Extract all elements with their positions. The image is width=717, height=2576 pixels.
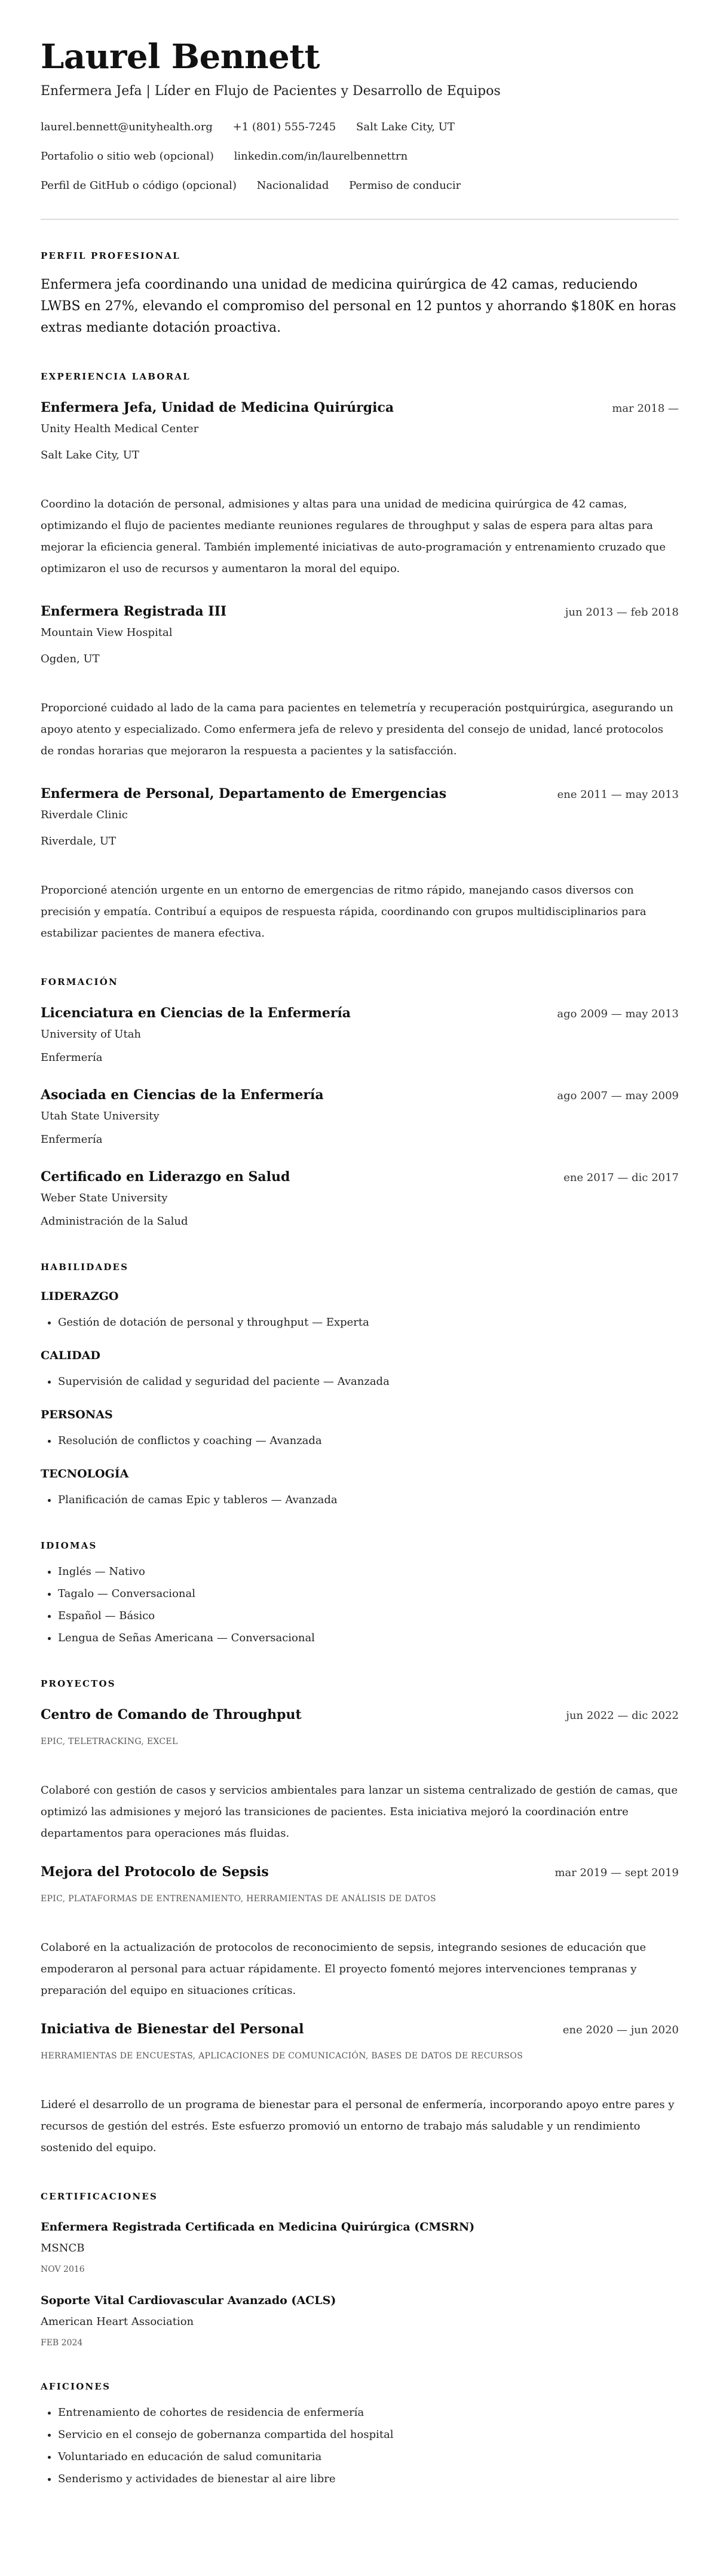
skill-list	[41, 1492, 679, 1508]
job-location: Riverdale, UT	[41, 835, 117, 848]
summary-text: Enfermera jefa coordinando una unidad de medicina quirúrgica de 42 camas, reduciendo LWBS en 27%, elevando el compromiso del personal en 12 puntos y ahorrando $180K en horas extras mediante dotación proactiva.	[41, 277, 676, 335]
project-description: Colaboré en la actualización de protocolos de reconocimiento de sepsis, integrando sesiones de educación que empoderaron al personal para actuar rápidamente. El proyecto fomentó mejores intervenciones tempranas y preparación del equipo en situaciones críticas.	[41, 1941, 646, 1997]
job-entry	[41, 785, 679, 944]
date-range: ene 2011 — may 2013	[557, 788, 679, 801]
project-entry	[41, 2021, 679, 2159]
certification-date: FEB 2024	[41, 2338, 83, 2348]
school: University of Utah	[41, 1028, 142, 1041]
hobbies-section	[41, 2381, 679, 2487]
field-of-study: Administración de la Salud	[41, 1215, 188, 1228]
drivers-license: Permiso de conducir	[349, 179, 461, 192]
section-title: PROYECTOS	[41, 1678, 116, 1689]
date-range: ene 2017 — dic 2017	[563, 1171, 679, 1184]
entry-header	[41, 399, 679, 417]
skills-section	[41, 1261, 679, 1508]
job-entry	[41, 399, 679, 580]
project-tech: HERRAMIENTAS DE ENCUESTAS, APLICACIONES DE COMUNICACIÓN, BASES DE DATOS DE RECURSOS	[41, 2051, 523, 2061]
contact-row	[41, 178, 679, 194]
project-entry	[41, 1864, 679, 2002]
nationality: Nacionalidad	[256, 179, 329, 192]
skill-item: • Supervisión de calidad y seguridad del paciente — Avanzada	[58, 1374, 679, 1390]
job-title: Enfermera de Personal, Departamento de Emergencias	[41, 786, 447, 801]
candidate-name: Laurel Bennett	[41, 37, 320, 77]
job-description: Proporcioné atención urgente en un entorno de emergencias de ritmo rápido, manejando casos diversos con precisión y empatía. Contribuí a equipos de respuesta rápida, coordinando con grupos multidisciplinarios para estabilizar pacientes de manera efectiva.	[41, 884, 646, 940]
languages-list	[41, 1564, 679, 1646]
entry-header	[41, 1706, 679, 1724]
hobby-item: • Entrenamiento de cohortes de residencia de enfermería	[58, 2405, 679, 2421]
date-range: mar 2018 —	[612, 402, 679, 415]
resume-page	[0, 38, 717, 2511]
headline: Enfermera Jefa | Líder en Flujo de Pacientes y Desarrollo de Equipos	[41, 84, 501, 99]
linkedin-link[interactable]: linkedin.com/in/laurelbennettrn	[234, 150, 408, 163]
degree-title: Licenciatura en Ciencias de la Enfermería	[41, 1005, 351, 1021]
language-item: • Español — Básico	[58, 1608, 679, 1624]
date-range: jun 2013 — feb 2018	[565, 606, 679, 619]
date-range: ago 2007 — may 2009	[557, 1090, 679, 1102]
entry-header	[41, 2021, 679, 2038]
section-title: FORMACIÓN	[41, 977, 118, 987]
job-location: Salt Lake City, UT	[41, 449, 139, 461]
certification-issuer: American Heart Association	[41, 2315, 194, 2328]
project-title: Centro de Comando de Throughput	[41, 1707, 302, 1723]
project-tech: EPIC, TELETRACKING, EXCEL	[41, 1737, 178, 1746]
date-range: jun 2022 — dic 2022	[566, 1709, 679, 1722]
certification-issuer: MSNCB	[41, 2242, 85, 2254]
section-title: AFICIONES	[41, 2381, 111, 2392]
language-item: • Inglés — Nativo	[58, 1564, 679, 1580]
degree-title: Certificado en Liderazgo en Salud	[41, 1169, 290, 1185]
section-title: CERTIFICACIONES	[41, 2191, 158, 2202]
entry-header	[41, 603, 679, 620]
company: Mountain View Hospital	[41, 626, 173, 639]
skill-list	[41, 1374, 679, 1390]
project-description: Colaboré con gestión de casos y servicios ambientales para lanzar un sistema centralizado de gestión de camas, que optimizó las admisiones y mejoró las transiciones de pacientes. Esta iniciativa mejoró la coordinación entre departamentos para operaciones más fluidas.	[41, 1784, 678, 1840]
job-entry	[41, 603, 679, 762]
summary-section	[41, 250, 679, 339]
project-entry	[41, 1706, 679, 1844]
project-title: Iniciativa de Bienestar del Personal	[41, 2021, 304, 2037]
entry-header	[41, 1005, 679, 1022]
certification-date: NOV 2016	[41, 2265, 85, 2274]
skill-category: PERSONAS	[41, 1408, 113, 1421]
certifications-section	[41, 2190, 679, 2349]
hobby-item: • Senderismo y actividades de bienestar al aire libre	[58, 2471, 679, 2487]
section-title: PERFIL PROFESIONAL	[41, 250, 180, 261]
skill-item: • Gestión de dotación de personal y throughput — Experta	[58, 1315, 679, 1330]
hobby-item: • Voluntariado en educación de salud comunitaria	[58, 2449, 679, 2465]
job-title: Enfermera Jefa, Unidad de Medicina Quirúrgica	[41, 400, 394, 415]
email-link[interactable]: laurel.bennett@unityhealth.org	[41, 121, 213, 133]
resume-header	[41, 38, 679, 194]
job-location: Ogden, UT	[41, 653, 100, 665]
language-item: • Tagalo — Conversacional	[58, 1586, 679, 1602]
education-entry	[41, 1087, 679, 1148]
certification-name: Soporte Vital Cardiovascular Avanzado (ACLS)	[41, 2294, 336, 2307]
job-description: Proporcioné cuidado al lado de la cama para pacientes en telemetría y recuperación postquirúrgica, asegurando un apoyo atento y especializado. Como enfermera jefa de relevo y presidenta del consejo de unidad, lancé protocolos de rondas horarias que mejoraron la respuesta a pacientes y la satisfacción.	[41, 702, 673, 757]
entry-header	[41, 1168, 679, 1186]
languages-section	[41, 1540, 679, 1646]
skill-item: • Planificación de camas Epic y tableros — Avanzada	[58, 1492, 679, 1508]
experience-section	[41, 371, 679, 944]
job-title: Enfermera Registrada III	[41, 604, 227, 619]
skill-category: LIDERAZGO	[41, 1290, 119, 1303]
project-tech: EPIC, PLATAFORMAS DE ENTRENAMIENTO, HERRAMIENTAS DE ANÁLISIS DE DATOS	[41, 1894, 436, 1904]
hobby-item: • Servicio en el consejo de gobernanza compartida del hospital	[58, 2427, 679, 2443]
education-entry	[41, 1005, 679, 1066]
contact-row	[41, 120, 679, 135]
date-range: ene 2020 — jun 2020	[562, 2024, 679, 2036]
entry-header	[41, 1087, 679, 1104]
skill-list	[41, 1315, 679, 1330]
project-title: Mejora del Protocolo de Sepsis	[41, 1864, 269, 1880]
entry-header	[41, 785, 679, 803]
date-range: mar 2019 — sept 2019	[554, 1867, 679, 1879]
contact-row	[41, 149, 679, 164]
certification-entry	[41, 2293, 679, 2349]
section-title: IDIOMAS	[41, 1540, 97, 1551]
projects-section	[41, 1678, 679, 2159]
portfolio-link[interactable]: Portafolio o sitio web (opcional)	[41, 150, 214, 163]
certification-entry	[41, 2220, 679, 2275]
divider	[41, 219, 679, 220]
entry-header	[41, 1864, 679, 1881]
project-description: Lideré el desarrollo de un programa de bienestar para el personal de enfermería, incorporando apoyo entre pares y recursos de gestión del estrés. Este esfuerzo promovió un entorno de trabajo más saludable y un rendimiento sostenido del equipo.	[41, 2098, 675, 2154]
field-of-study: Enfermería	[41, 1051, 103, 1064]
skill-list	[41, 1433, 679, 1449]
section-title: HABILIDADES	[41, 1262, 129, 1272]
skill-item: • Resolución de conflictos y coaching — Avanzada	[58, 1433, 679, 1449]
school: Weber State University	[41, 1192, 168, 1204]
location: Salt Lake City, UT	[356, 121, 455, 133]
certification-name: Enfermera Registrada Certificada en Medicina Quirúrgica (CMSRN)	[41, 2220, 475, 2234]
school: Utah State University	[41, 1110, 160, 1122]
field-of-study: Enfermería	[41, 1133, 103, 1146]
company: Riverdale Clinic	[41, 809, 128, 821]
education-entry	[41, 1168, 679, 1229]
hobbies-list	[41, 2405, 679, 2487]
language-item: • Lengua de Señas Americana — Conversacional	[58, 1630, 679, 1646]
skill-category: CALIDAD	[41, 1349, 100, 1362]
section-title: EXPERIENCIA LABORAL	[41, 371, 191, 382]
degree-title: Asociada en Ciencias de la Enfermería	[41, 1087, 324, 1103]
company: Unity Health Medical Center	[41, 423, 199, 435]
github-link[interactable]: Perfil de GitHub o código (opcional)	[41, 179, 237, 192]
education-section	[41, 976, 679, 1229]
skill-category: TECNOLOGÍA	[41, 1467, 129, 1480]
job-description: Coordino la dotación de personal, admisiones y altas para una unidad de medicina quirúrgica de 42 camas, optimizando el flujo de pacientes mediante reuniones regulares de throughput y salas de espera para altas para mejorar la eficiencia general. También implementé iniciativas de auto-programación y entrenamiento cruzado que optimizaron el uso de recursos y aumentaron la moral del equipo.	[41, 498, 666, 575]
date-range: ago 2009 — may 2013	[557, 1008, 679, 1020]
phone: +1 (801) 555-7245	[232, 121, 336, 133]
